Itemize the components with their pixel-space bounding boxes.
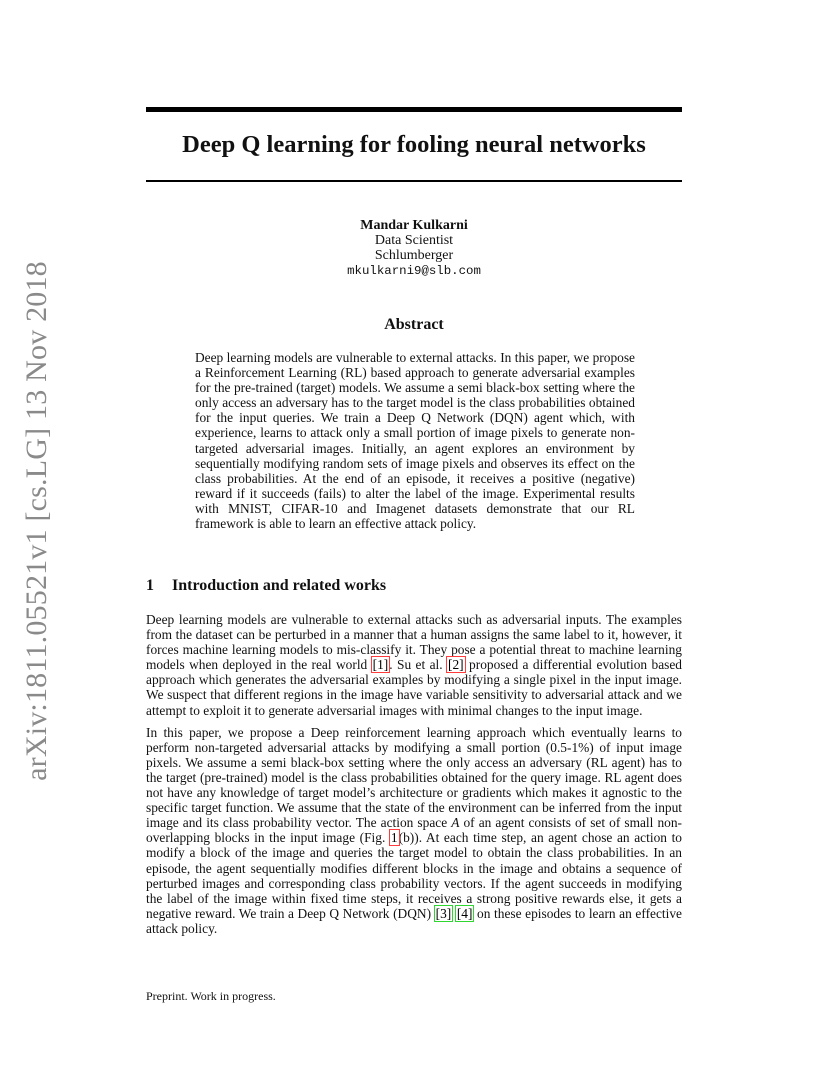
paragraph-2-text-c: (b)). At each time step, an agent chose an action to modify a block of the image and queries the target model to obtain the class probabilities. In an episode, the agent sequentially modifies different blocks in the image and obtains a sequence of perturbed images and corresponding class probability vectors. If the agent succeeds in modifying the label of the image within fixed time steps, it receives a strong positive rewards else, it gets a negative reward. We train a Deep Q Network (DQN) xyxy=(146,830,682,921)
title-top-rule xyxy=(146,107,682,112)
paragraph-2-text-e: on these episodes to learn an effective attack policy. xyxy=(146,905,682,936)
section-title: Introduction and related works xyxy=(172,577,387,594)
citation-link-1[interactable]: [1] xyxy=(372,657,389,673)
paragraph-1-text-c: proposed a differential evolution based approach which generates the adversarial examples by modifying a single pixel in the input image. We suspect that different regions in the image have variable sensitivity to adversarial attack and we attempt to exploit it to generate adversarial images with minimal changes to the input image. xyxy=(146,657,682,718)
author-affiliation: Schlumberger xyxy=(374,248,454,264)
title-bottom-rule xyxy=(146,180,682,182)
paragraph-1-text-a: Deep learning models are vulnerable to external attacks such as adversarial inputs. The examples from the dataset can be perturbed in a manner that a human assigns the same label to it, however, it forces machine learning models to mis-classify it. They pose a potential threat to machine learning models when deployed in the real world xyxy=(146,612,682,673)
section-heading xyxy=(146,577,682,595)
section-body xyxy=(146,612,682,943)
author-email: mkulkarni9@slb.com xyxy=(347,263,481,278)
preprint-footer-note: Preprint. Work in progress. xyxy=(146,989,276,1003)
action-space-symbol: A xyxy=(451,815,460,831)
abstract-text: Deep learning models are vulnerable to external attacks. In this paper, we propose a Reinforcement Learning (RL) based approach to generate adversarial examples for the pre-trained (target) models. We assume a semi black-box setting where the only access an adversary has to the target model is the class probabilities obtained for the input queries. We train a Deep Q Network (DQN) agent which, with experience, learns to attack only a small portion of image pixels to generate non-targeted adversarial images. Initially, an agent explores an environment by sequentially modifying random sets of image pixels and observes its effect on the class probabilities. At the end of an episode, it receives a positive (negative) reward if it succeeds (fails) to alter the label of the image. Experimental results with MNIST, CIFAR-10 and Imagenet datasets demonstrate that our RL framework is able to learn an effective attack policy. xyxy=(195,350,635,532)
arxiv-identifier-stamp xyxy=(18,261,56,781)
citation-link-3[interactable]: [3] xyxy=(435,905,452,921)
citation-link-4[interactable]: [4] xyxy=(456,905,473,921)
paragraph-2-text-b: of an agent consists of set of small non-overlapping blocks in the input image (Fig. xyxy=(146,815,682,846)
author-block xyxy=(146,218,682,279)
figure-reference-link[interactable]: 1 xyxy=(390,830,398,846)
arxiv-identifier-text: arXiv:1811.05521v1 [cs.LG] 13 Nov 2018 xyxy=(20,261,54,781)
paper-title: Deep Q learning for fooling neural networks xyxy=(182,131,646,158)
section-number: 1 xyxy=(146,577,154,594)
author-role: Data Scientist xyxy=(374,233,454,249)
paragraph-1-text-b: . Su et al. xyxy=(389,657,448,673)
paragraph-1 xyxy=(146,612,682,718)
citation-link-2[interactable]: [2] xyxy=(448,657,464,673)
author-name: Mandar Kulkarni xyxy=(360,218,468,233)
paragraph-2-text-a: In this paper, we propose a Deep reinforcement learning approach which eventually learns to perform non-targeted adversarial attacks by modifying a small portion (0.5-1%) of input image pixels. We assume a semi black-box setting where the only access an adversary (RL agent) has to the target (pre-trained) model is the class probabilities obtained for the query image. RL agent does not have any knowledge of target model’s architecture or gradients which makes it agnostic to the specific target function. We assume that the state of the environment can be inferred from the input image and its class probability vector. The action space xyxy=(146,724,682,831)
abstract-heading: Abstract xyxy=(384,316,444,333)
paragraph-2 xyxy=(146,725,682,936)
